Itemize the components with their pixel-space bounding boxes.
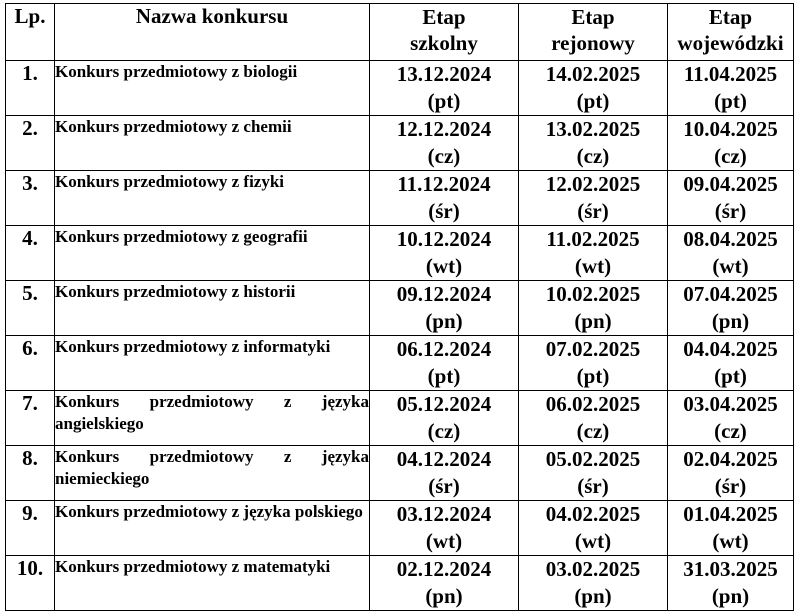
stage-szkolny-cell (370, 446, 519, 501)
stage-weekday: (wt) (574, 529, 612, 553)
competition-name: Konkurs przedmiotowy z języka niemieckiego (55, 446, 370, 501)
stage-weekday: (pt) (427, 364, 461, 388)
competition-schedule-table (5, 3, 794, 611)
stage-date: 10.02.2025 (545, 282, 641, 306)
stage-rejonowy-cell (519, 116, 668, 171)
stage-weekday: (pn) (425, 309, 463, 333)
table-row (6, 171, 794, 226)
stage-szkolny-cell (370, 281, 519, 336)
header-wojewodzki-line1: Etap (708, 5, 753, 29)
stage-wojewodzki-cell (668, 116, 794, 171)
stage-date: 04.04.2025 (683, 337, 778, 361)
stage-rejonowy-cell (519, 226, 668, 281)
stage-weekday: (wt) (712, 254, 749, 278)
stage-weekday: (śr) (714, 474, 747, 498)
stage-szkolny-cell (370, 501, 519, 556)
stage-date: 05.02.2025 (545, 447, 641, 471)
stage-rejonowy-cell (519, 336, 668, 391)
row-number: 5. (6, 281, 55, 336)
stage-weekday: (pt) (714, 89, 747, 113)
stage-szkolny-cell (370, 116, 519, 171)
table-row (6, 556, 794, 611)
stage-date: 07.04.2025 (683, 282, 778, 306)
stage-wojewodzki-cell (668, 501, 794, 556)
stage-rejonowy-cell (519, 281, 668, 336)
competition-name: Konkurs przedmiotowy z geografii (55, 226, 370, 281)
stage-weekday: (pt) (576, 89, 610, 113)
stage-wojewodzki-cell (668, 556, 794, 611)
table-row (6, 391, 794, 446)
stage-szkolny-cell (370, 556, 519, 611)
stage-date: 04.02.2025 (545, 502, 641, 526)
stage-weekday: (pn) (574, 584, 612, 608)
row-number: 4. (6, 226, 55, 281)
stage-date: 02.12.2024 (396, 557, 492, 581)
stage-date: 12.02.2025 (545, 172, 641, 196)
stage-weekday: (pn) (574, 309, 612, 333)
stage-weekday: (cz) (576, 144, 610, 168)
stage-weekday: (pn) (711, 309, 750, 333)
stage-weekday: (śr) (577, 199, 609, 223)
header-row (6, 4, 794, 61)
stage-weekday: (wt) (574, 254, 612, 278)
table-row (6, 336, 794, 391)
stage-rejonowy-cell (519, 501, 668, 556)
stage-date: 06.12.2024 (396, 337, 492, 361)
competition-name: Konkurs przedmiotowy z fizyki (55, 171, 370, 226)
stage-wojewodzki-cell (668, 336, 794, 391)
row-number: 3. (6, 171, 55, 226)
competition-name: Konkurs przedmiotowy z chemii (55, 116, 370, 171)
stage-wojewodzki-cell (668, 61, 794, 116)
competition-name: Konkurs przedmiotowy z języka polskiego (55, 501, 370, 556)
stage-szkolny-cell (370, 171, 519, 226)
competition-name: Konkurs przedmiotowy z informatyki (55, 336, 370, 391)
stage-date: 10.04.2025 (683, 117, 778, 141)
stage-wojewodzki-cell (668, 446, 794, 501)
stage-date: 08.04.2025 (683, 227, 778, 251)
stage-rejonowy-cell (519, 171, 668, 226)
stage-date: 03.02.2025 (545, 557, 641, 581)
stage-weekday: (śr) (714, 199, 747, 223)
header-szkolny-line2: szkolny (410, 31, 478, 55)
competition-name: Konkurs przedmiotowy z historii (55, 281, 370, 336)
header-lp: Lp. (6, 4, 55, 61)
row-number: 10. (6, 556, 55, 611)
table-row (6, 226, 794, 281)
stage-date: 04.12.2024 (396, 447, 492, 471)
stage-weekday: (śr) (428, 474, 460, 498)
stage-date: 13.12.2024 (396, 62, 492, 86)
stage-date: 12.12.2024 (396, 117, 492, 141)
table-row (6, 446, 794, 501)
stage-date: 13.02.2025 (545, 117, 641, 141)
stage-wojewodzki-cell (668, 281, 794, 336)
stage-weekday: (pt) (427, 89, 461, 113)
stage-rejonowy-cell (519, 61, 668, 116)
stage-szkolny-cell (370, 226, 519, 281)
stage-date: 11.04.2025 (683, 62, 778, 86)
stage-date: 31.03.2025 (683, 557, 778, 581)
stage-date: 03.12.2024 (396, 502, 492, 526)
competition-name: Konkurs przedmiotowy z języka angielskiego (55, 391, 370, 446)
row-number: 7. (6, 391, 55, 446)
header-rejonowy (519, 4, 668, 61)
stage-szkolny-cell (370, 336, 519, 391)
stage-date: 09.12.2024 (396, 282, 492, 306)
stage-weekday: (pt) (714, 364, 747, 388)
stage-date: 05.12.2024 (396, 392, 492, 416)
stage-date: 11.02.2025 (546, 227, 640, 251)
row-number: 6. (6, 336, 55, 391)
stage-wojewodzki-cell (668, 391, 794, 446)
stage-rejonowy-cell (519, 391, 668, 446)
stage-weekday: (pn) (425, 584, 463, 608)
row-number: 2. (6, 116, 55, 171)
header-wojewodzki (668, 4, 794, 61)
stage-date: 10.12.2024 (396, 227, 492, 251)
stage-wojewodzki-cell (668, 171, 794, 226)
header-szkolny (370, 4, 519, 61)
stage-weekday: (cz) (714, 144, 747, 168)
stage-szkolny-cell (370, 61, 519, 116)
stage-szkolny-cell (370, 391, 519, 446)
stage-rejonowy-cell (519, 446, 668, 501)
stage-date: 02.04.2025 (683, 447, 778, 471)
table-row (6, 281, 794, 336)
stage-weekday: (wt) (712, 529, 749, 553)
header-wojewodzki-line2: wojewódzki (677, 31, 784, 55)
stage-date: 09.04.2025 (683, 172, 778, 196)
stage-wojewodzki-cell (668, 226, 794, 281)
stage-weekday: (śr) (428, 199, 460, 223)
stage-date: 07.02.2025 (545, 337, 641, 361)
header-rejonowy-line2: rejonowy (551, 31, 635, 55)
stage-weekday: (wt) (425, 254, 463, 278)
stage-weekday: (pn) (711, 584, 750, 608)
stage-weekday: (wt) (425, 529, 463, 553)
stage-date: 14.02.2025 (545, 62, 641, 86)
header-rejonowy-line1: Etap (571, 5, 615, 29)
stage-weekday: (śr) (577, 474, 609, 498)
row-number: 8. (6, 446, 55, 501)
stage-rejonowy-cell (519, 556, 668, 611)
table-row (6, 501, 794, 556)
stage-weekday: (cz) (576, 419, 610, 443)
stage-weekday: (cz) (427, 144, 461, 168)
stage-date: 01.04.2025 (683, 502, 778, 526)
stage-date: 11.12.2024 (397, 172, 491, 196)
stage-weekday: (pt) (576, 364, 610, 388)
competition-name: Konkurs przedmiotowy z matematyki (55, 556, 370, 611)
header-szkolny-line1: Etap (422, 5, 466, 29)
stage-weekday: (cz) (714, 419, 747, 443)
stage-weekday: (cz) (427, 419, 461, 443)
stage-date: 03.04.2025 (683, 392, 778, 416)
row-number: 9. (6, 501, 55, 556)
stage-date: 06.02.2025 (545, 392, 641, 416)
competition-name: Konkurs przedmiotowy z biologii (55, 61, 370, 116)
row-number: 1. (6, 61, 55, 116)
table-row (6, 116, 794, 171)
header-name: Nazwa konkursu (55, 4, 370, 61)
table-row (6, 61, 794, 116)
